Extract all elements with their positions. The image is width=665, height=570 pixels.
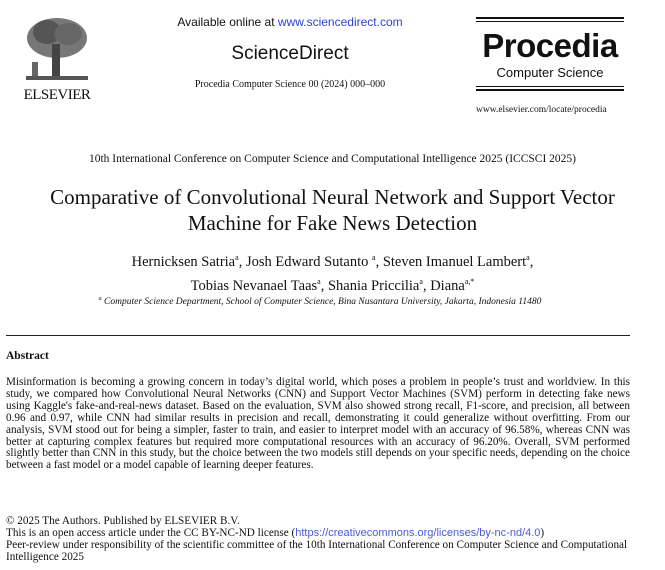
elsevier-logo [22, 14, 92, 103]
available-online: Available online at www.sciencedirect.com [177, 15, 403, 29]
abstract-body: Misinformation is becoming a growing concern in today’s digital world, which poses a problem in people’s trust and worldview. In this study, we compared how Convolutional Neural Networks (CNN) and Support Vector Machines (SVM) perform in detecting fake news using Kaggle's fake-and-real-news dataset. Based on the evaluation, SVM also showed strong recall, F1-score, and precision, all between 0.96 and 0.97, while CNN had similar results in precision and recall, demonstrating it could generalize without overfitting. From our analysis, SVM stood out for being a simpler, faster to train, and easier to interpret model with an accuracy of 96.58%, whereas CNN was better at capturing complex features but required more computational resources with an accuracy of 96.20%. Overall, SVM performed slightly better than CNN in this study, but the choice between the two models still depends on your specific needs, depending on the choice between a fast model or a model capable of learning deeper features. [6, 376, 630, 472]
author-affiliation-mark: a [235, 253, 239, 262]
author-name: , Shania Priccilia [320, 277, 420, 294]
authors [0, 248, 665, 296]
authors-line-2 [0, 272, 665, 296]
footer [6, 516, 630, 564]
author-name: , [529, 253, 534, 270]
author-affiliation-mark: a [419, 276, 423, 286]
journal-url[interactable]: www.elsevier.com/locate/procedia [476, 105, 607, 115]
paper-title: Comparative of Convolutional Neural Network and Support Vector Machine for Fake News Detection [50, 185, 615, 235]
journal-reference: Procedia Computer Science 00 (2024) 000–000 [194, 79, 386, 90]
elsevier-tree-icon [22, 14, 92, 84]
sciencedirect-link[interactable]: www.sciencedirect.com [277, 15, 403, 29]
peer-review: Peer-review under responsibility of the scientific committee of the 10th International Conference on Computer Science and Computational Intelligence 2025 [6, 538, 628, 563]
author-affiliation-mark: a [317, 276, 321, 286]
affiliation: $^a$ Computer Science Department, School of Computer Science, Bina Nusantara University, Jakarta, Indonesia 11480 [98, 296, 542, 308]
copyright: © 2025 The Authors. Published by ELSEVIER B.V. [6, 515, 240, 527]
author-name: , Diana [422, 277, 465, 294]
elsevier-wordmark: ELSEVIER [23, 87, 91, 103]
conference-name: 10th International Conference on Computer Science and Computational Intelligence 2025 (ICCSCI 2025) [88, 153, 577, 165]
authors-line-1 [0, 248, 665, 272]
abstract-heading: Abstract [6, 350, 49, 362]
author-name: , Josh Edward Sutanto [238, 253, 372, 270]
author-affiliation-mark: a,* [464, 276, 475, 286]
author-affiliation-mark: a [526, 253, 530, 262]
author-name: , Steven Imanuel Lambert [375, 253, 527, 270]
license: This is an open access article under the CC BY-NC-ND license (https://creativecommons.org/licenses/by-nc-nd/4.0) [6, 526, 545, 539]
sciencedirect-title: ScienceDirect [231, 43, 349, 64]
author-name: Hernicksen Satria [131, 253, 236, 270]
procedia-logo: Procedia Computer Science [476, 17, 624, 91]
author-affiliation-mark: a [372, 253, 376, 262]
divider [6, 335, 630, 336]
license-link[interactable]: https://creativecommons.org/licenses/by-nc-nd/4.0 [295, 526, 541, 539]
author-name: Tobias Nevanael Taas [190, 277, 318, 294]
